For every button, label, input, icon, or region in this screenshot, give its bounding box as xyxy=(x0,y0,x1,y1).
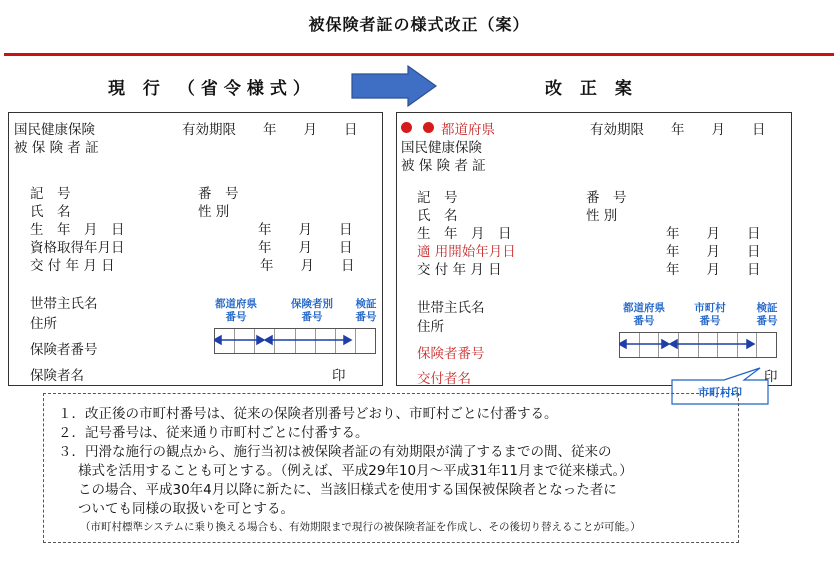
proposed-birth: 生 年 月 日 xyxy=(417,226,512,242)
current-name: 氏 名 xyxy=(30,204,71,220)
proposed-issue-date: 年 月 日 xyxy=(666,262,761,278)
proposed-apply-start: 適 用開始年月日 xyxy=(417,244,516,260)
current-digit-arrows xyxy=(214,332,354,348)
proposed-label-check: 検証 番号 xyxy=(756,302,778,327)
proposed-insurance-type: 国民健康保険 xyxy=(401,140,482,156)
proposed-certificate: 被 保 険 者 証 xyxy=(401,158,486,174)
note-3-cont-2: この場合、平成30年4月以降に新たに、当該旧様式を使用する国保被保険者となった者に xyxy=(78,482,617,498)
proposed-apply-date: 年 月 日 xyxy=(666,244,761,260)
current-issue: 交 付 年 月 日 xyxy=(30,258,115,274)
proposed-symbol: 記 号 xyxy=(417,190,458,206)
current-seal: 印 xyxy=(332,368,346,384)
proposed-number: 番 号 xyxy=(586,190,627,206)
current-insurance-type: 国民健康保険 xyxy=(14,122,95,138)
proposed-issue: 交 付 年 月 日 xyxy=(417,262,502,278)
proposed-seal: 印 xyxy=(764,369,778,385)
callout-municipal-seal: 市町村印 xyxy=(698,386,742,399)
current-label-check: 検証 番号 xyxy=(355,298,377,323)
current-label-pref: 都道府県 番号 xyxy=(215,298,257,323)
red-dot-icon xyxy=(423,122,434,133)
proposed-prefecture: 都道府県 xyxy=(441,122,495,138)
note-2: ２．記号番号は、従来通り市町村ごとに付番する。 xyxy=(58,425,369,441)
proposed-label-municipal: 市町村 番号 xyxy=(694,302,726,327)
current-birth-date: 年 月 日 xyxy=(258,222,353,238)
current-address: 住所 xyxy=(30,316,57,332)
current-qualify-date: 年 月 日 xyxy=(258,240,353,256)
proposed-birth-date: 年 月 日 xyxy=(666,226,761,242)
proposed-heading: 改 正 案 xyxy=(545,79,638,99)
page-title: 被保険者証の様式改正（案） xyxy=(308,15,530,34)
proposed-address: 住所 xyxy=(417,319,444,335)
current-qualify: 資格取得年月日 xyxy=(30,240,125,256)
proposed-householder: 世帯主氏名 xyxy=(417,300,485,316)
current-certificate: 被 保 険 者 証 xyxy=(14,140,99,156)
title-divider xyxy=(4,53,834,56)
current-validity: 有効期限 年 月 日 xyxy=(182,122,358,138)
note-3: ３．円滑な施行の観点から、施行当初は被保険者証の有効期限が満了するまでの間、従来の xyxy=(58,444,612,460)
proposed-label-pref: 都道府県 番号 xyxy=(623,302,665,327)
current-label-insurer: 保険者別 番号 xyxy=(291,298,333,323)
red-dot-icon xyxy=(401,122,412,133)
proposed-name: 氏 名 xyxy=(417,208,458,224)
current-birth: 生 年 月 日 xyxy=(30,222,125,238)
note-3-cont-3: ついても同様の取扱いを可とする。 xyxy=(78,501,294,517)
note-1: １．改正後の市町村番号は、従来の保険者別番号どおり、市町村ごとに付番する。 xyxy=(58,406,558,422)
current-symbol: 記 号 xyxy=(30,186,71,202)
current-issue-date: 年 月 日 xyxy=(260,258,355,274)
note-footnote: （市町村標準システムに乗り換える場合も、有効期限まで現行の被保険者証を作成し、その後切り替えることが可能。） xyxy=(80,521,641,533)
proposed-sex: 性 別 xyxy=(586,208,618,224)
current-householder: 世帯主氏名 xyxy=(30,296,98,312)
proposed-issuer-name: 交付者名 xyxy=(417,371,471,387)
right-arrow-icon xyxy=(350,64,440,108)
current-sex: 性 別 xyxy=(198,204,230,220)
note-3-cont-1: 様式を活用することも可とする。（例えば、平成29年10月～平成31年11月まで従来様式。） xyxy=(78,463,633,479)
current-insurer-no: 保険者番号 xyxy=(30,342,98,358)
proposed-digit-arrows xyxy=(619,336,759,352)
proposed-validity: 有効期限 年 月 日 xyxy=(590,122,766,138)
current-number: 番 号 xyxy=(198,186,239,202)
proposed-insurer-no: 保険者番号 xyxy=(417,346,485,362)
current-heading: 現 行 （省令様式） xyxy=(108,79,316,99)
current-insurer-name: 保険者名 xyxy=(30,368,84,384)
